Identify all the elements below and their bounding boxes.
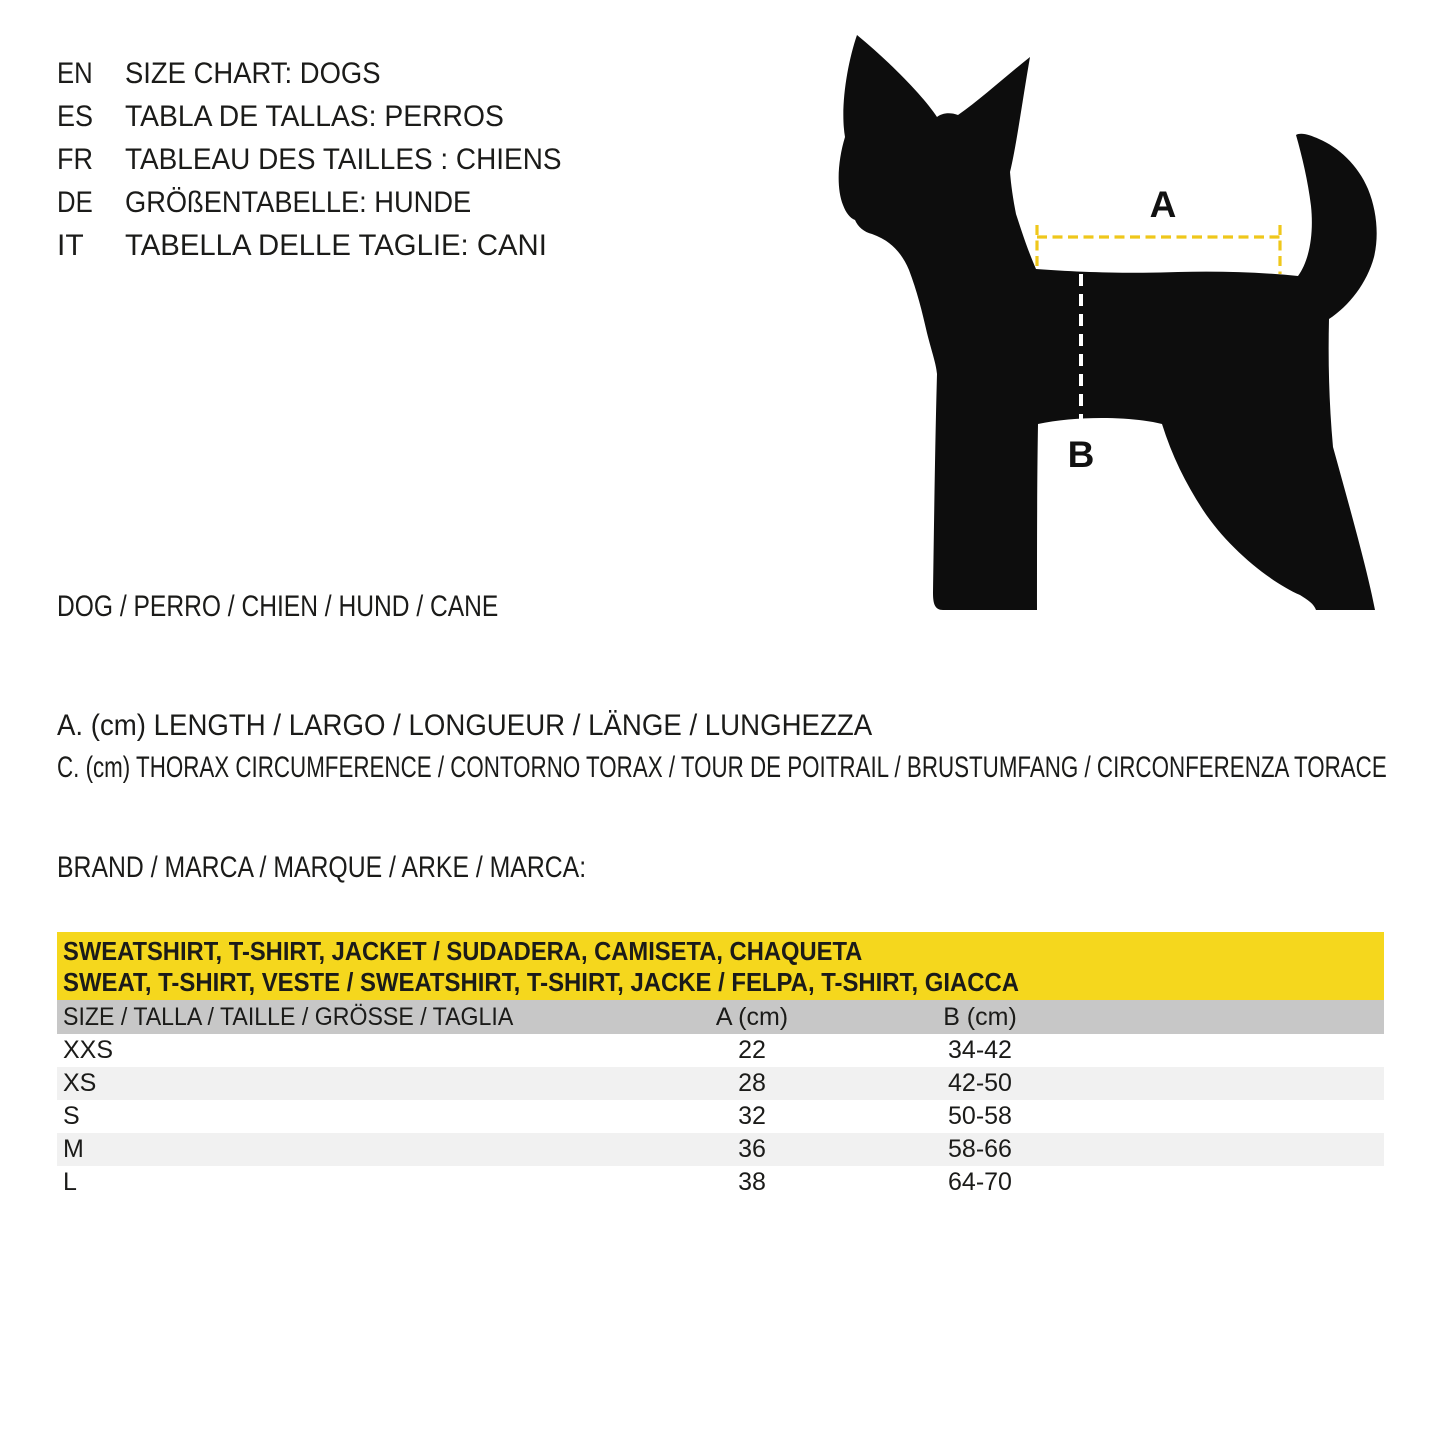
measurement-note-thorax: C. (cm) THORAX CIRCUMFERENCE / CONTORNO TORAX / TOUR DE POITRAIL / BRUSTUMFANG / CIRCONFERENZA TORACE xyxy=(57,751,1387,784)
language-title: TABLEAU DES TAILLES : CHIENS xyxy=(125,143,562,176)
a-value-cell: 22 xyxy=(738,1036,766,1064)
size-table xyxy=(57,932,1384,1199)
language-title: GRÖßENTABELLE: HUNDE xyxy=(125,186,472,219)
table-row-m xyxy=(57,1133,1384,1166)
dog-measurement-diagram xyxy=(830,20,1420,620)
size-cell: XXS xyxy=(63,1036,114,1064)
size-cell: L xyxy=(63,1168,77,1196)
a-value-cell: 32 xyxy=(738,1102,766,1130)
table-row-xs xyxy=(57,1067,1384,1100)
column-header-row xyxy=(57,1000,1384,1034)
b-value-cell: 64-70 xyxy=(948,1168,1012,1196)
language-row xyxy=(57,52,594,95)
b-value-cell: 50-58 xyxy=(948,1102,1012,1130)
language-title: SIZE CHART: DOGS xyxy=(125,57,381,90)
table-row-xxs xyxy=(57,1034,1384,1067)
language-row xyxy=(57,224,594,267)
language-row xyxy=(57,95,594,138)
garment-types-line-1: SWEATSHIRT, T-SHIRT, JACKET / SUDADERA, CAMISETA, CHAQUETA xyxy=(63,936,863,966)
a-value-cell: 38 xyxy=(738,1168,766,1196)
table-header-band xyxy=(57,932,1384,1000)
language-title-list xyxy=(57,52,594,267)
marker-b-label: B xyxy=(1067,434,1095,475)
a-value-cell: 28 xyxy=(738,1069,766,1097)
b-value-cell: 34-42 xyxy=(948,1036,1012,1064)
size-cell: M xyxy=(63,1135,84,1163)
animal-caption: DOG / PERRO / CHIEN / HUND / CANE xyxy=(57,590,499,623)
language-code: ES xyxy=(57,100,94,133)
b-value-cell: 42-50 xyxy=(948,1069,1012,1097)
brand-label: BRAND / MARCA / MARQUE / ARKE / MARCA: xyxy=(57,851,587,884)
garment-types-line-2: SWEAT, T-SHIRT, VESTE / SWEATSHIRT, T-SHIRT, JACKE / FELPA, T-SHIRT, GIACCA xyxy=(63,967,1020,997)
marker-a-label: A xyxy=(1149,184,1177,225)
language-row xyxy=(57,181,594,224)
language-code: FR xyxy=(57,143,93,176)
column-header-b: B (cm) xyxy=(943,1003,1017,1031)
dog-silhouette xyxy=(839,35,1377,610)
column-header-size: SIZE / TALLA / TAILLE / GRÖSSE / TAGLIA xyxy=(63,1003,514,1031)
a-value-cell: 36 xyxy=(738,1135,766,1163)
language-code: DE xyxy=(57,186,93,219)
table-row-s xyxy=(57,1100,1384,1133)
size-cell: S xyxy=(63,1102,80,1130)
language-title: TABELLA DELLE TAGLIE: CANI xyxy=(125,229,547,262)
column-header-a: A (cm) xyxy=(715,1003,789,1031)
table-row-l xyxy=(57,1166,1384,1199)
b-value-cell: 58-66 xyxy=(948,1135,1012,1163)
size-cell: XS xyxy=(63,1069,97,1097)
measurement-note-length: A. (cm) LENGTH / LARGO / LONGUEUR / LÄNGE / LUNGHEZZA xyxy=(57,709,873,742)
language-title: TABLA DE TALLAS: PERROS xyxy=(125,100,504,133)
language-code: EN xyxy=(57,57,93,90)
language-code: IT xyxy=(57,229,84,262)
language-row xyxy=(57,138,594,181)
